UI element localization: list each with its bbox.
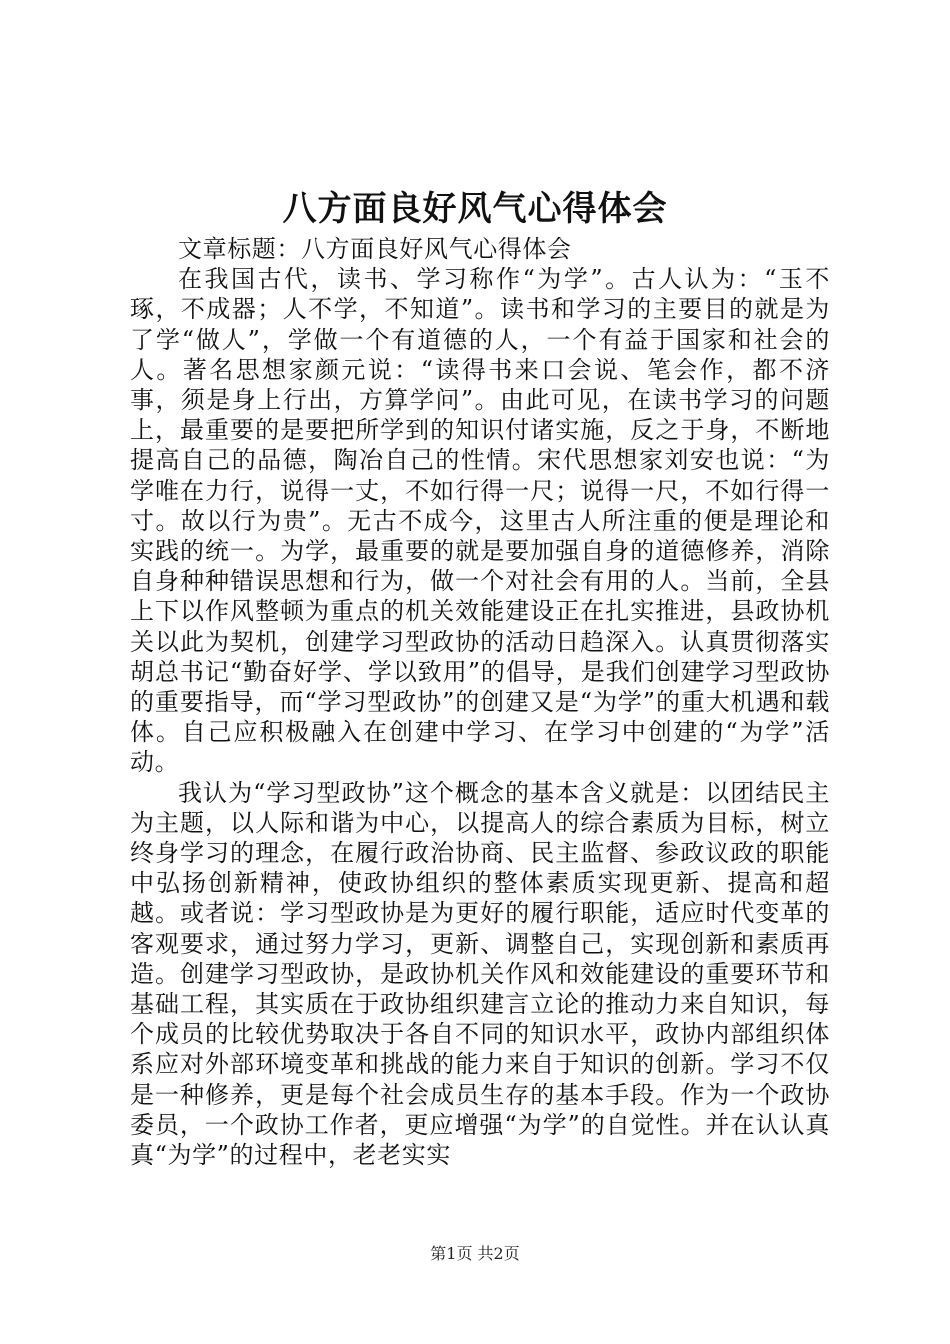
document-body xyxy=(130,234,830,1170)
article-heading-line: 文章标题：八方面良好风气心得体会 xyxy=(178,235,572,263)
paragraph: 我认为“学习型政协”这个概念的基本含义就是：以团结民主为主题，以人际和谐为中心，以提高人的综合素质为目标，树立终身学习的理念，在履行政治协商、民主监督、参政议政的职能中弘扬创新精神，使政协组织的整体素质实现更新、提高和超越。或者说：学习型政协是为更好的履行职能，适应时代变革的客观要求，通过努力学习，更新、调整自己，实现创新和素质再造。创建学习型政协，是政协机关作风和效能建设的重要环节和基础工程，其实质在于政协组织建言立论的推动力来自知识，每个成员的比较优势取决于各自不同的知识水平，政协内部组织体系应对外部环境变革和挑战的能力来自于知识的创新。学习不仅是一种修养，更是每个社会成员生存的基本手段。作为一个政协委员，一个政协工作者，更应增强“为学”的自觉性。并在认认真真“为学”的过程中，老老实实 xyxy=(130,778,830,1170)
page-number: 第1页 共2页 xyxy=(430,1244,520,1263)
document-title: 八方面良好风气心得体会 xyxy=(282,189,668,229)
paragraph: 在我国古代，读书、学习称作“为学”。古人认为：“玉不琢，不成器；人不学，不知道”。读书和学习的主要目的就是为了学“做人”，学做一个有道德的人，一个有益于国家和社会的人。著名思想家颜元说：“读得书来口会说、笔会作，都不济事，须是身上行出，方算学问”。由此可见，在读书学习的问题上，最重要的是要把所学到的知识付诸实施，反之于身，不断地提高自己的品德，陶冶自己的性情。宋代思想家刘安也说：“为学唯在力行，说得一丈，不如行得一尺；说得一尺，不如行得一寸。故以行为贵”。无古不成今，这里古人所注重的便是理论和实践的统一。为学，最重要的就是要加强自身的道德修养，消除自身种种错误思想和行为，做一个对社会有用的人。当前，全县上下以作风整顿为重点的机关效能建设正在扎实推进，县政协机关以此为契机，创建学习型政协的活动日趋深入。认真贯彻落实胡总书记“勤奋好学、学以致用”的倡导，是我们创建学习型政协的重要指导，而“学习型政协”的创建又是“为学”的重大机遇和载体。自己应积极融入在创建中学习、在学习中创建的“为学”活动。 xyxy=(130,265,830,777)
